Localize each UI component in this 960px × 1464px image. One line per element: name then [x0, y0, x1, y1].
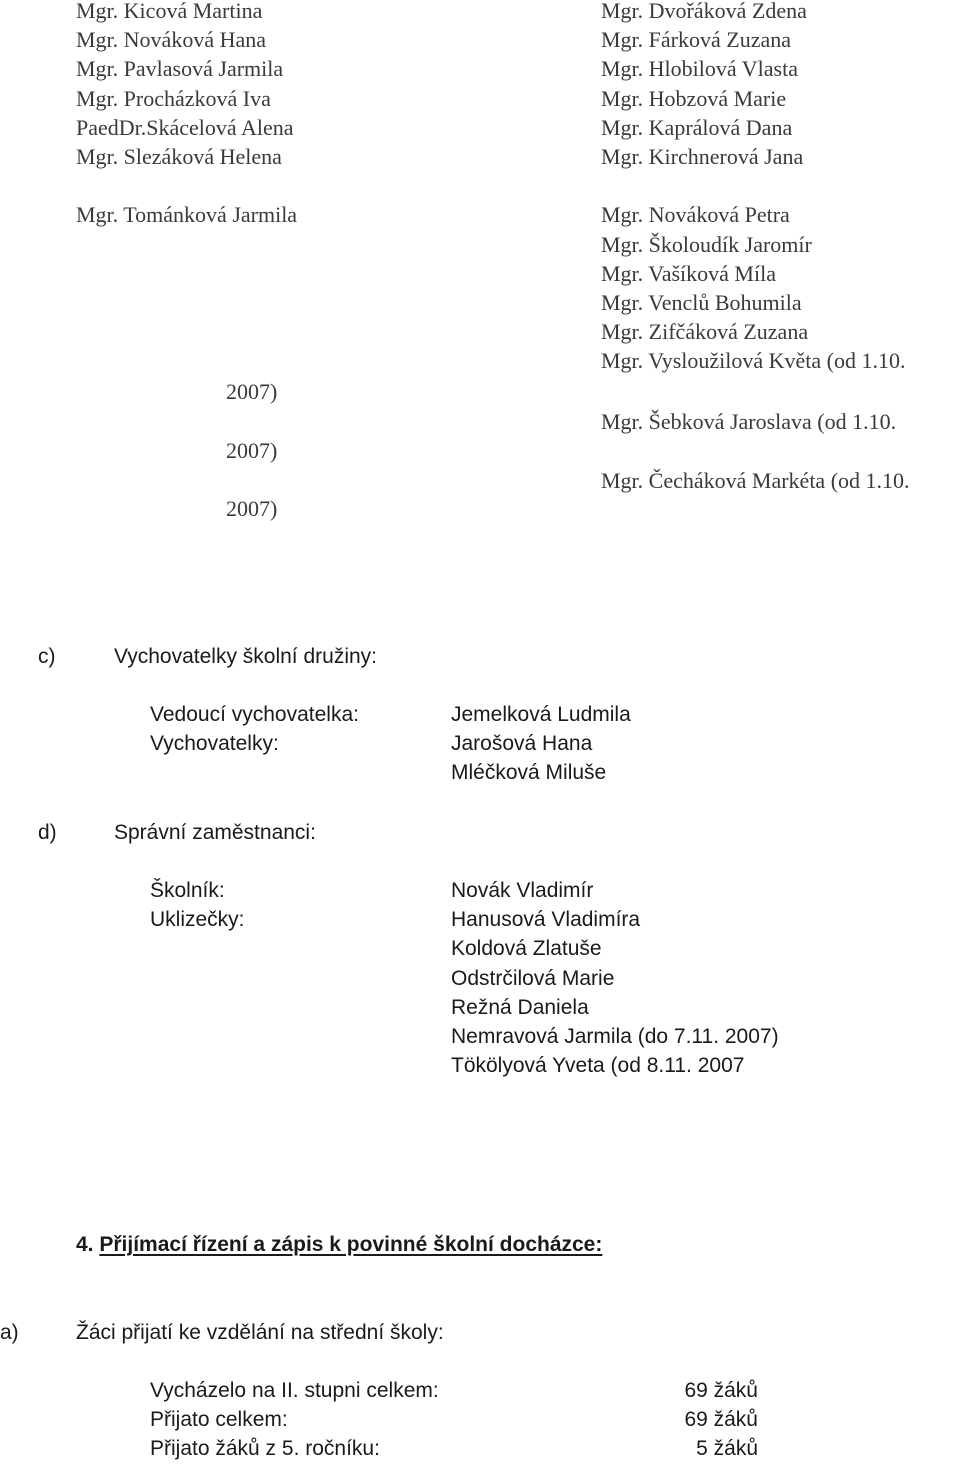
wrapped-year: 2007) [226, 438, 278, 463]
section-d-title: Správní zaměstnanci: [114, 821, 316, 844]
staff-name: Mléčková Miluše [451, 761, 607, 785]
teacher-name: Mgr. Kirchnerová Jana [601, 143, 804, 169]
staff-name: Jemelková Ludmila [451, 703, 631, 726]
teacher-name: Mgr. Školoudík Jaromír [601, 231, 812, 257]
admissions-value: 69 žáků [684, 1408, 758, 1432]
staff-name: Režná Daniela [451, 995, 589, 1019]
teacher-name: Mgr. Hlobilová Vlasta [601, 56, 798, 82]
admissions-value: 69 žáků [684, 1379, 758, 1402]
section-4-heading [76, 1230, 602, 1259]
right-teacher-list [601, 0, 906, 375]
teacher-name: Mgr. Kicová Martina [76, 0, 263, 23]
admissions-values [640, 1376, 758, 1464]
section-4-title: Přijímací řízení a zápis k povinné školní docházce: [99, 1233, 603, 1256]
staff-name: Novák Vladimír [451, 879, 594, 902]
teacher-name: Mgr. Vysloužilová Květa (od 1.10. [601, 348, 906, 374]
staff-name: Koldová Zlatuše [451, 937, 602, 961]
section-c-names [451, 700, 631, 788]
teacher-name: Mgr. Procházková Iva [76, 85, 271, 111]
teacher-name: Mgr. Fárková Zuzana [601, 27, 791, 53]
teacher-name: Mgr. Nováková Petra [601, 202, 790, 228]
role-label: Vedoucí vychovatelka: [150, 703, 359, 726]
role-label: Školník: [150, 879, 225, 902]
teacher-name: Mgr. Tománková Jarmila [76, 202, 298, 228]
left-teacher-list [76, 0, 297, 230]
teacher-name: Mgr. Dvořáková Zdena [601, 0, 807, 23]
teacher-name: Mgr. Hobzová Marie [601, 85, 787, 111]
teacher-name: Mgr. Pavlasová Jarmila [76, 56, 284, 82]
admissions-label: Přijato žáků z 5. ročníku: [150, 1437, 380, 1461]
teacher-name: PaedDr.Skácelová Alena [76, 114, 294, 140]
staff-name: Jarošová Hana [451, 732, 593, 756]
teacher-name: Mgr. Nováková Hana [76, 27, 267, 53]
staff-name: Odstrčilová Marie [451, 966, 615, 990]
admissions-label: Vycházelo na II. stupni celkem: [150, 1379, 439, 1402]
staff-name: Hanusová Vladimíra [451, 908, 641, 932]
section-a-title: Žáci přijatí ke vzdělání na střední školy: [76, 1321, 444, 1344]
admissions-labels [150, 1376, 439, 1464]
section-a-marker: a) [0, 1321, 19, 1344]
teacher-name: Mgr. Kaprálová Dana [601, 114, 793, 140]
section-4-number: 4. [76, 1233, 94, 1256]
section-d-labels [150, 876, 245, 934]
teacher-name: Mgr. Šebková Jaroslava (od 1.10. [601, 409, 897, 434]
wrapped-year: 2007) [226, 496, 278, 521]
section-c-title: Vychovatelky školní družiny: [114, 645, 378, 668]
section-d-names [451, 876, 779, 1080]
admissions-label: Přijato celkem: [150, 1408, 288, 1432]
section-c-marker: c) [38, 645, 56, 668]
teacher-name: Mgr. Slezáková Helena [76, 143, 282, 169]
teacher-name: Mgr. Zifčáková Zuzana [601, 319, 809, 345]
teacher-name: Mgr. Venclů Bohumila [601, 289, 802, 315]
staff-name: Tökölyová Yveta (od 8.11. 2007 [451, 1054, 745, 1078]
role-label: Uklizečky: [150, 908, 245, 932]
section-c-labels [150, 700, 359, 758]
staff-name: Nemravová Jarmila (do 7.11. 2007) [451, 1024, 779, 1048]
spacer [601, 171, 906, 200]
section-d-marker: d) [38, 821, 57, 844]
admissions-value: 5 žáků [696, 1437, 758, 1461]
teacher-name: Mgr. Čecháková Markéta (od 1.10. [601, 468, 910, 493]
role-label: Vychovatelky: [150, 732, 279, 756]
wrapped-year: 2007) [226, 379, 278, 404]
spacer [76, 171, 297, 200]
teacher-name: Mgr. Vašíková Míla [601, 260, 776, 286]
